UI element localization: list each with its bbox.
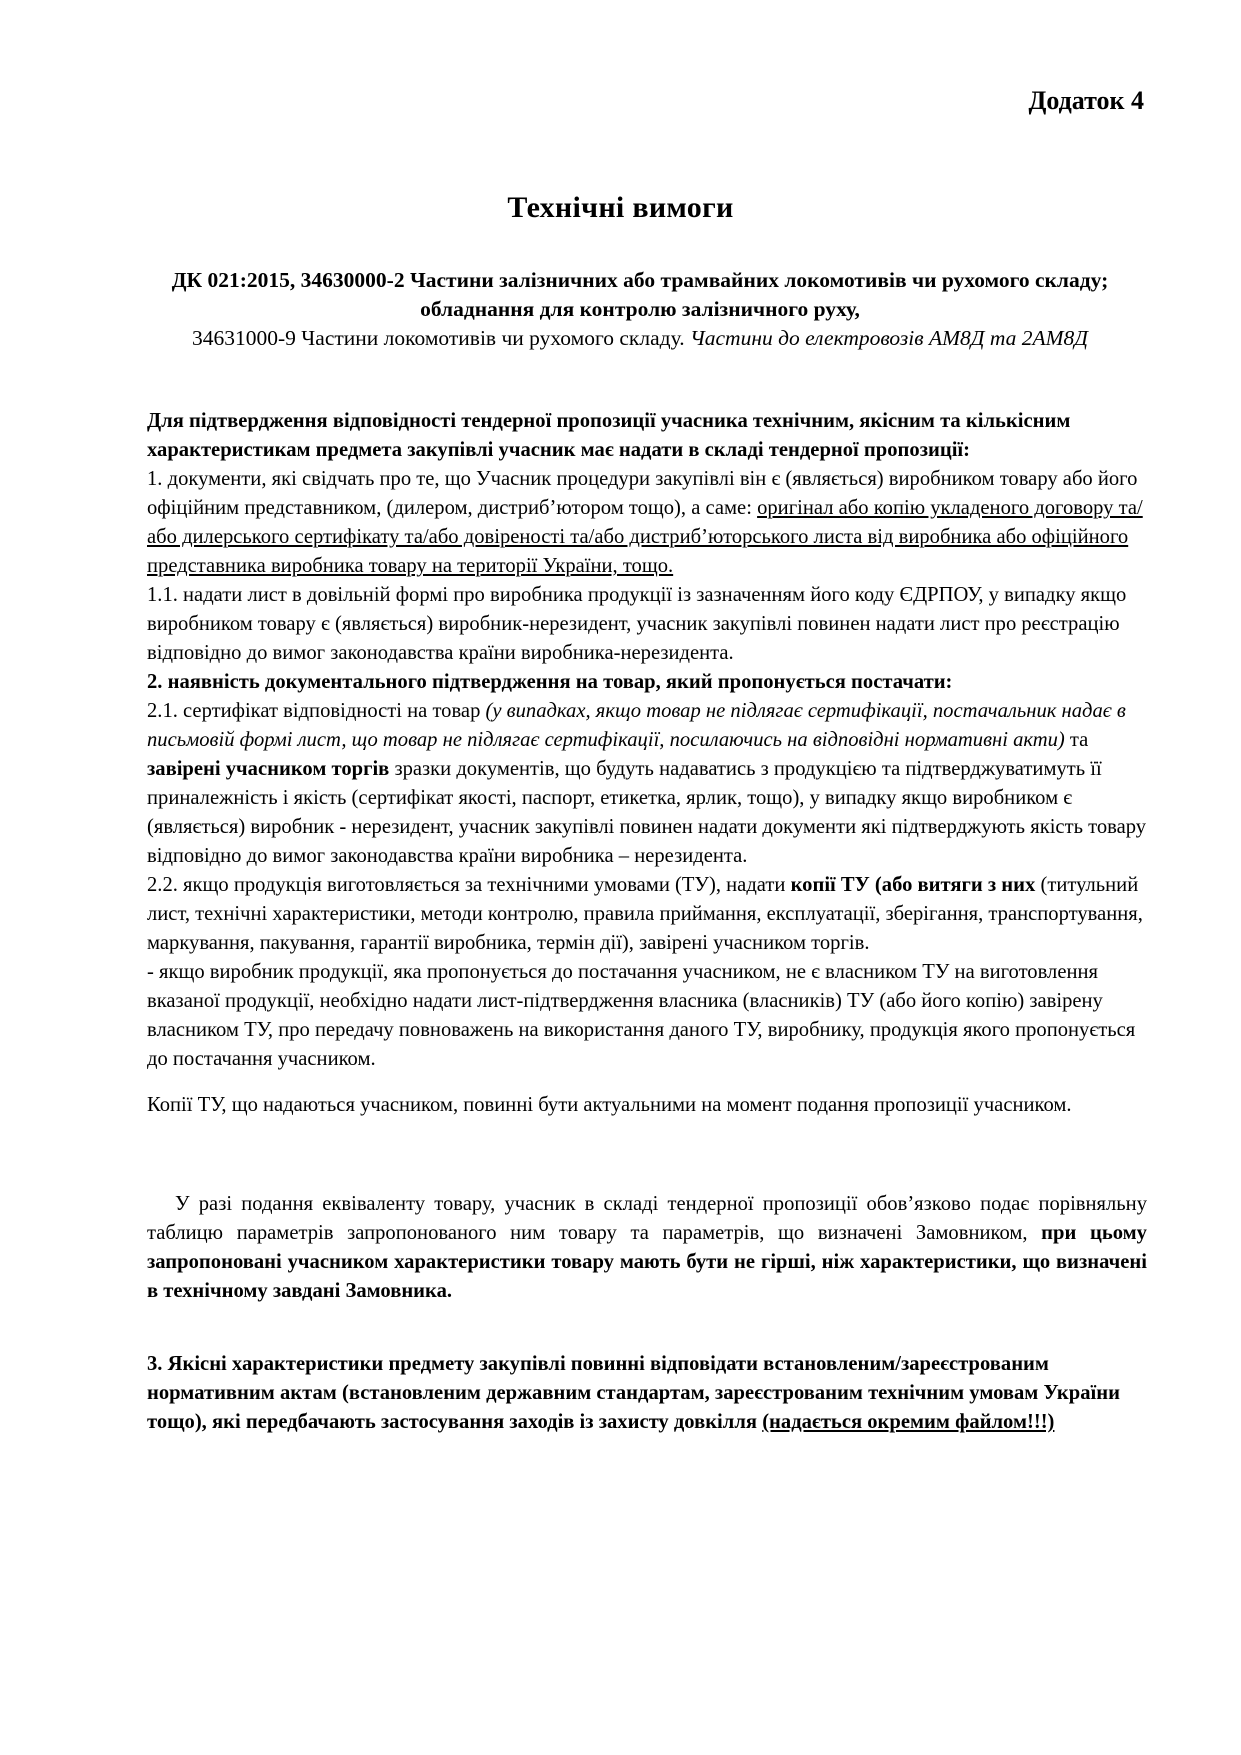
- item-3-bold: 3. Якісні характеристики предмету закупівлі повинні відповідати встановленим/зареєстрованим нормативним актам (встановленим державним стандартам, зареєстрованим технічним умовам України тощо), які передбачають застосування заходів із захисту довкілля: [147, 1353, 1120, 1433]
- classification-subcode: 34631000-9 Частини локомотивів чи рухомого складу.: [192, 326, 685, 350]
- item-1-text: 1. документи, які свідчать про те, що Учасник процедури закупівлі він є (являється) виробником товару або його офіційним представником, (дилером, дистриб’ютором тощо), а саме:: [147, 468, 1138, 519]
- copies-note: Копії ТУ, що надаються учасником, повинні бути актуальними на момент подання пропозиції учасником.: [147, 1094, 1072, 1116]
- item-2: 2. наявність документального підтвердження на товар, який пропонується постачати:: [147, 671, 953, 693]
- equivalent-paragraph: [147, 1190, 1147, 1306]
- appendix-label: Додаток 4: [1028, 86, 1144, 115]
- item-3: [147, 1350, 1147, 1437]
- item-2-1-bold: завірені учасником торгів: [147, 758, 390, 780]
- subtitle-block: [140, 266, 1140, 353]
- classification-code: ДК 021:2015, 34630000-2 Частини залізничних або трамвайних локомотивів чи рухомого складу; обладнання для контролю залізничного руху,: [171, 268, 1109, 321]
- item-2-1-mid: та: [1064, 729, 1089, 751]
- item-1: [147, 465, 1147, 581]
- parts-description: Частини до електровозів АМ8Д та 2АМ8Д: [689, 326, 1088, 350]
- page-title: Технічні вимоги: [507, 191, 734, 224]
- item-1-1: 1.1. надати лист в довільній формі про виробника продукції із зазначенням його коду ЄДРПОУ, у випадку якщо виробником товару є (являється) виробник-нерезидент, учасник закупівлі повинен надати лист про реєстрацію відповідно до вимог законодавства країни виробника-нерезидента.: [147, 584, 1127, 664]
- equivalent-plain: У разі подання еквіваленту товару, учасник в складі тендерної пропозиції обов’язково подає порівняльну таблицю параметрів запропонованого ним товару та параметрів, що визначені Замовником,: [147, 1193, 1147, 1244]
- item-2-2-bold: копії ТУ (або витяги з них: [790, 874, 1036, 896]
- item-2-1-prefix: 2.1. сертифікат відповідності на товар: [147, 700, 486, 722]
- item-2-1: [147, 697, 1147, 871]
- item-2-2-prefix: 2.2. якщо продукція виготовляється за технічними умовами (ТУ), надати: [147, 874, 791, 896]
- item-2-2: [147, 871, 1147, 958]
- intro-paragraph: Для підтвердження відповідності тендерної пропозиції учасника технічним, якісним та кількісним характеристикам предмета закупівлі учасник має надати в складі тендерної пропозиції:: [147, 410, 1071, 461]
- item-2-1-italic: (у випадках, якщо товар не підлягає сертифікації, постачальник надає в письмовій формі лист, що товар не підлягає сертифікації, посилаючись на відповідні нормативні акти): [147, 700, 1126, 751]
- item-2-2-suffix: (титульний лист, технічні характеристики, методи контролю, правила приймання, експлуатації, зберігання, транспортування, маркування, пакування, гарантії виробника, термін дії), завірені учасником торгів.: [147, 874, 1143, 954]
- item-2-1-suffix: зразки документів, що будуть надаватись з продукцією та підтверджуватимуть її приналежність і якість (сертифікат якості, паспорт, етикетка, ярлик, тощо), у випадку якщо виробником є (являється) виробник - нерезидент, учасник закупівлі повинен надати документи які підтверджують якість товару відповідно до вимог законодавства країни виробника – нерезидента.: [147, 758, 1147, 867]
- document-body: [147, 407, 1147, 1437]
- item-3-underlined: (надається окремим файлом!!!): [762, 1411, 1055, 1433]
- equivalent-bold: при цьому запропоновані учасником характеристики товару мають бути не гірші, ніж характеристики, що визначені в технічному завдані Замовника.: [147, 1222, 1147, 1302]
- dash-item: - якщо виробник продукції, яка пропонується до постачання учасником, не є власником ТУ на виготовлення вказаної продукції, необхідно надати лист-підтвердження власника (власників) ТУ (або його копію) завірену власником ТУ, про передачу повноважень на використання даного ТУ, виробнику, продукція якого пропонується до постачання учасником.: [147, 961, 1136, 1070]
- item-1-underlined: оригінал або копію укладеного договору та/або дилерського сертифікату та/або довіреності та/або дистриб’юторського листа від виробника або офіційного представника виробника товару на території України, тощо.: [147, 497, 1143, 577]
